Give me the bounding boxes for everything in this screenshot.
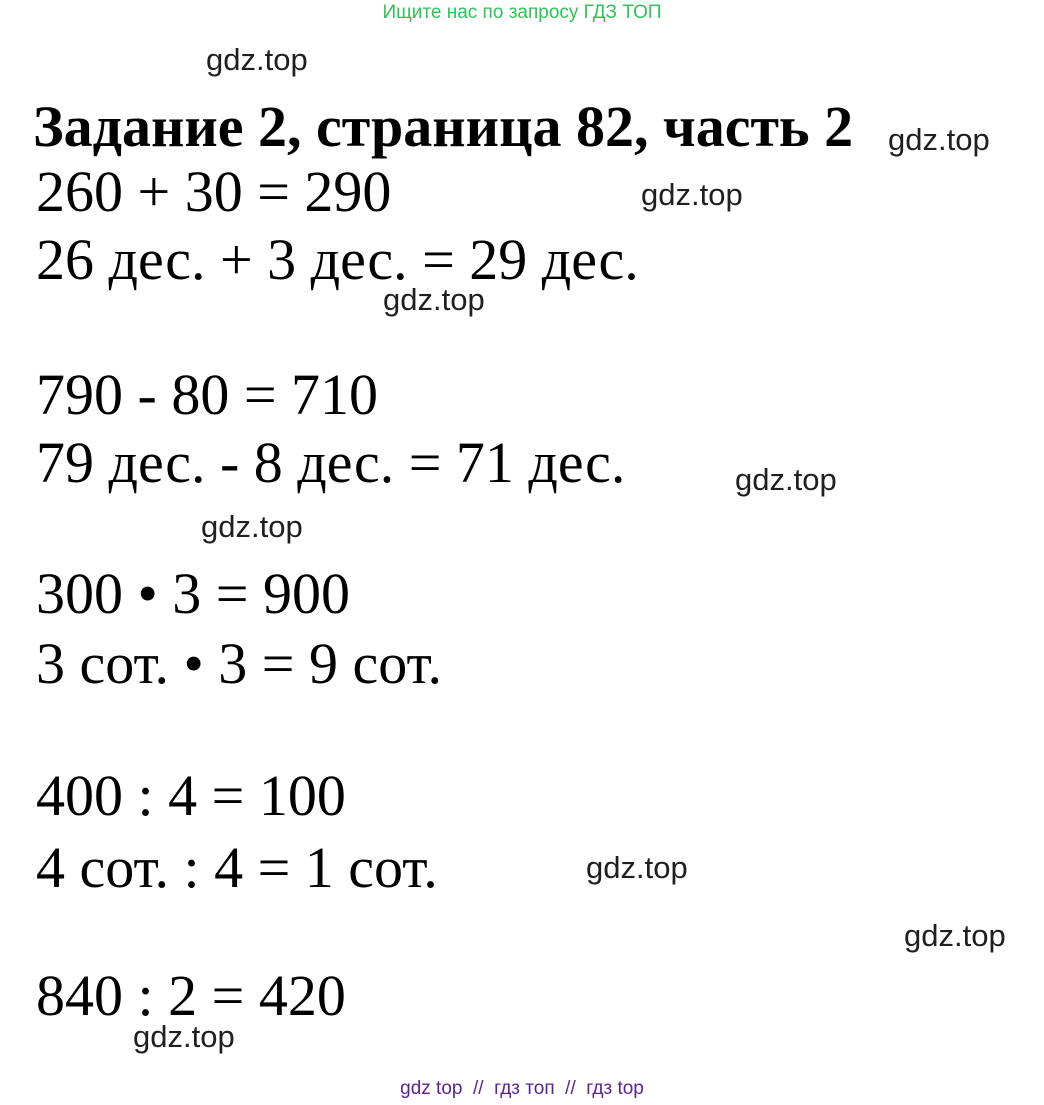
equation-line-9: 840 : 2 = 420	[36, 963, 346, 1028]
watermark-gdz-top: gdz.top	[904, 918, 1006, 953]
equation-line-1: 260 + 30 = 290	[36, 159, 392, 224]
equation-line-2: 26 дес. + 3 дес. = 29 дес.	[36, 227, 639, 292]
page-title: Задание 2, страница 82, часть 2	[33, 94, 854, 159]
equation-line-4: 79 дес. - 8 дес. = 71 дес.	[36, 430, 626, 495]
footer-links: gdz top // гдз топ // гдз top	[400, 1078, 644, 1099]
equation-line-5: 300 • 3 = 900	[36, 561, 351, 626]
watermark-gdz-top: gdz.top	[641, 177, 743, 212]
watermark-gdz-top: gdz.top	[201, 509, 303, 544]
equation-line-3: 790 - 80 = 710	[36, 362, 379, 427]
watermark-gdz-top: gdz.top	[383, 282, 485, 317]
promo-banner: Ищите нас по запросу ГДЗ ТОП	[382, 2, 662, 23]
watermark-gdz-top: gdz.top	[133, 1019, 235, 1054]
equation-line-7: 400 : 4 = 100	[36, 763, 346, 828]
watermark-gdz-top: gdz.top	[888, 122, 990, 157]
watermark-gdz-top: gdz.top	[206, 42, 308, 77]
equation-line-6: 3 сот. • 3 = 9 сот.	[36, 631, 442, 696]
equation-line-8: 4 сот. : 4 = 1 сот.	[36, 835, 438, 900]
watermark-gdz-top: gdz.top	[586, 850, 688, 885]
watermark-gdz-top: gdz.top	[735, 462, 837, 497]
